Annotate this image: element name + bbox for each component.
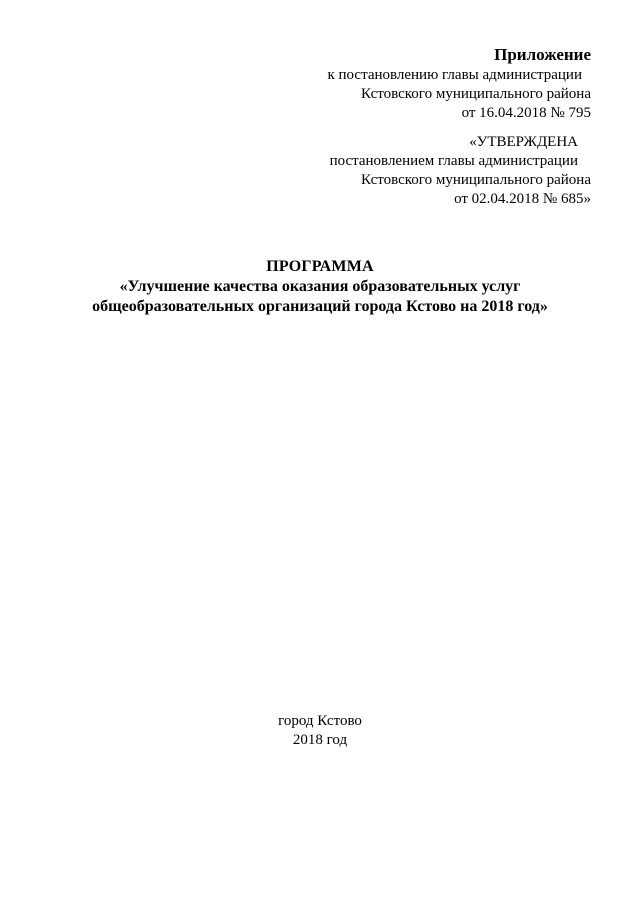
approved-line-2: постановлением главы администрации xyxy=(329,153,578,169)
footer-city: город Кстово xyxy=(278,713,362,729)
footer-year: 2018 год xyxy=(292,732,348,748)
appendix-line-1: к постановлению главы администрации xyxy=(327,67,582,83)
footer-block xyxy=(0,712,640,750)
program-title-block xyxy=(0,257,640,317)
appendix-line-2: Кстовского муниципального района xyxy=(360,86,591,102)
appendix-title: Приложение xyxy=(494,45,591,64)
approved-line-4: от 02.04.2018 № 685» xyxy=(454,191,591,207)
approved-block xyxy=(271,133,591,209)
appendix-line-3: от 16.04.2018 № 795 xyxy=(461,105,591,121)
program-title-line-1: «Улучшение качества оказания образовательных услуг xyxy=(119,278,521,295)
appendix-block xyxy=(271,44,591,123)
program-title-line-2: общеобразовательных организаций города Кстово на 2018 год» xyxy=(92,298,548,315)
program-heading: ПРОГРАММА xyxy=(266,258,374,275)
approved-line-1: «УТВЕРЖДЕНА xyxy=(469,134,578,150)
approved-line-3: Кстовского муниципального района xyxy=(360,172,591,188)
